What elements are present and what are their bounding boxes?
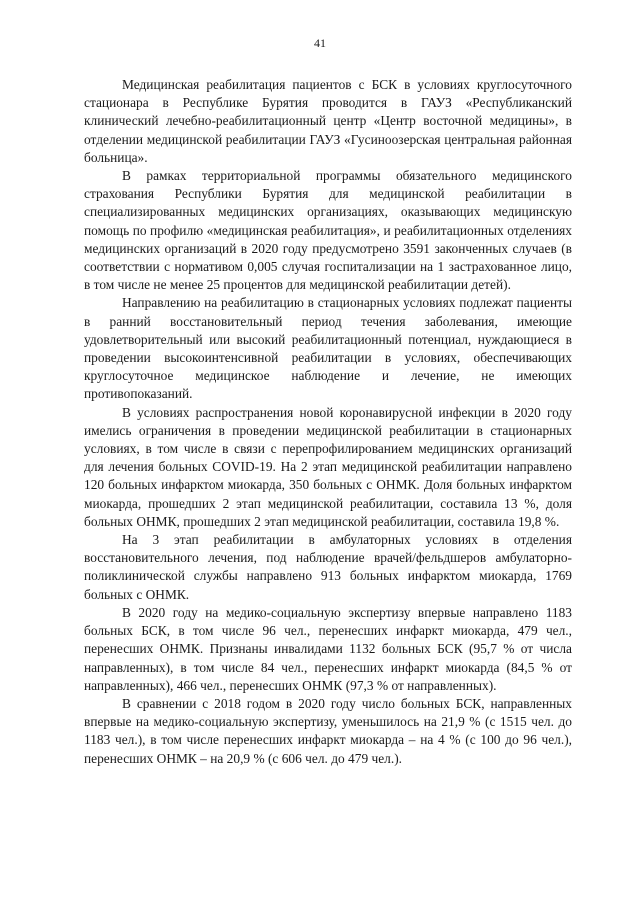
paragraph-comparison-2018: В сравнении с 2018 годом в 2020 году число больных БСК, направленных впервые на медико-социальную экспертизу, уменьшилось на 21,9 % (с 1515 чел. до 1183 чел.), в том числе перенесших инфаркт миокарда – на 4 % (с 100 до 96 чел.), перенесших ОНМК – на 20,9 % (с 606 чел. до 479 чел.).	[84, 695, 572, 766]
paragraph-oms-program: В рамках территориальной программы обязательного медицинского страхования Республики Бурятия для медицинской реабилитации в специализированных медицинских организациях, оказывающих медицинскую помощь по профилю «медицинская реабилитация», и реабилитационных отделениях медицинских организаций в 2020 году предусмотрено 3591 законченных случаев (в соответствии с нормативом 0,005 случая госпитализации на 1 застрахованное лицо, в том числе не менее 25 процентов для медицинской реабилитации детей).	[84, 168, 572, 293]
paragraph-rehab-inpatient: Медицинская реабилитация пациентов с БСК в условиях круглосуточного стационара в Республике Бурятия проводится в ГАУЗ «Республиканский клинический лечебно-реабилитационный центр «Центр восточной медицины», в отделении медицинской реабилитации ГАУЗ «Гусиноозерская центральная районная больница».	[84, 77, 572, 165]
paragraph-covid-restrictions: В условиях распространения новой коронавирусной инфекции в 2020 году имелись ограничения в проведении медицинской реабилитации в стационарных условиях, в том числе в связи с перепрофилированием медицинских организаций для лечения больных COVID-19. На 2 этап медицинской реабилитации направлено 120 больных инфарктом миокарда, 350 больных с ОНМК. Доля больных инфарктом миокарда, прошедших 2 этап медицинской реабилитации, составила 13 %, доля больных ОНМК, прошедших 2 этап медицинской реабилитации, составила 19,8 %.	[84, 404, 572, 529]
document-body	[84, 76, 572, 768]
paragraph-referral-criteria: Направлению на реабилитацию в стационарных условиях подлежат пациенты в ранний восстановительный период течения заболевания, имеющие удовлетворительный или высокий реабилитационный потенциал, нуждающиеся в проведении высокоинтенсивной реабилитации в условиях, обеспечивающих круглосуточное медицинское наблюдение и лечение, не имеющих противопоказаний.	[84, 295, 572, 402]
page-number: 41	[314, 36, 326, 50]
paragraph-stage-3: На 3 этап реабилитации в амбулаторных условиях в отделения восстановительного лечения, под наблюдение врачей/фельдшеров амбулаторно-поликлинической службы направлено 913 больных инфарктом миокарда, 1769 больных с ОНМК.	[84, 532, 572, 602]
paragraph-mse-2020: В 2020 году на медико-социальную экспертизу впервые направлено 1183 больных БСК, в том числе 96 чел., перенесших инфаркт миокарда, 479 чел., перенесших ОНМК. Признаны инвалидами 1132 больных БСК (95,7 % от числа направленных), в том числе 84 чел., перенесших инфаркт миокарда (84,5 % от направленных), 466 чел., перенесших ОНМК (97,3 % от направленных).	[84, 604, 572, 693]
